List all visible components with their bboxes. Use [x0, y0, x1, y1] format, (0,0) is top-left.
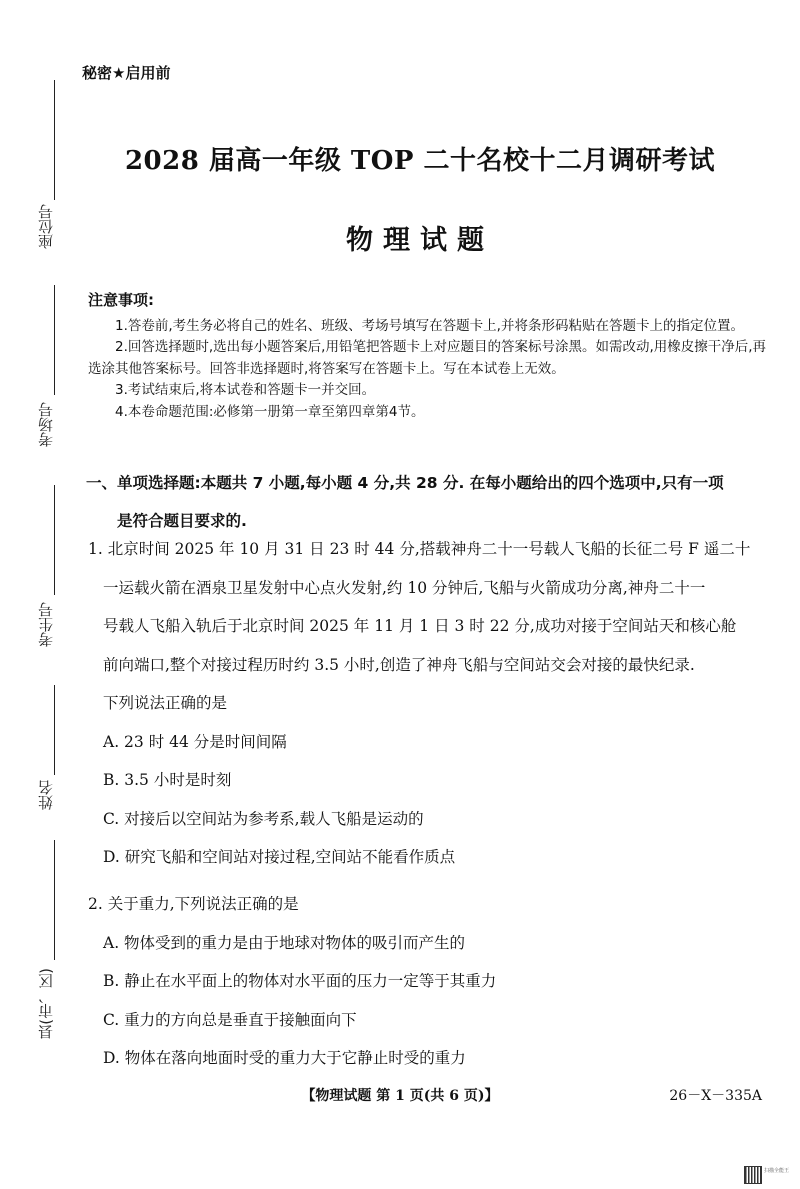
question-1	[88, 530, 768, 877]
section-heading-line: 是符合题目要求的.	[117, 512, 247, 530]
question-stem-line: 1. 北京时间 2025 年 10 月 31 日 23 时 44 分,搭载神舟二十一号载人飞船的长征二号 F 遥二十	[88, 540, 751, 558]
section-heading-line: 一、单项选择题:本题共 7 小题,每小题 4 分,共 28 分. 在每小题给出的四个选项中,只有一项	[86, 474, 724, 492]
binding-line	[54, 685, 55, 775]
option-a: A. 物体受到的重力是由于地球对物体的吸引而产生的	[103, 933, 466, 952]
notice-item: 1.答卷前,考生务必将自己的姓名、班级、考场号填写在答题卡上,并将条形码粘贴在答题卡上的指定位置。	[115, 317, 744, 334]
notice-item: 4.本卷命题范围:必修第一册第一章至第四章第4节。	[115, 403, 425, 420]
section-heading	[86, 464, 776, 540]
binding-line	[54, 485, 55, 595]
binding-line	[54, 80, 55, 200]
county-label: 县(市、区)	[37, 968, 55, 1040]
option-c: C. 重力的方向总是垂直于接触面向下	[103, 1010, 357, 1029]
exam-title: 2028 届高一年级 TOP 二十名校十二月调研考试	[124, 146, 716, 176]
paper-code: 26－X－335A	[669, 1088, 762, 1104]
option-d: D. 物体在落向地面时受的重力大于它静止时受的重力	[103, 1049, 466, 1067]
question-stem-line: 一运载火箭在酒泉卫星发射中心点火发射,约 10 分钟后,飞船与火箭成功分离,神舟二十一	[103, 578, 706, 597]
name-label: 姓名	[37, 780, 55, 810]
notice-item: 3.考试结束后,将本试卷和答题卡一并交回。	[115, 382, 376, 398]
qr-code-icon	[744, 1166, 762, 1184]
binding-margin	[0, 80, 70, 1090]
option-b: B. 静止在水平面上的物体对水平面的压力一定等于其重力	[103, 972, 497, 990]
binding-line	[54, 840, 55, 960]
scanner-watermark: 扫描全能王	[764, 1168, 790, 1174]
binding-line	[54, 285, 55, 395]
option-a: A. 23 时 44 分是时间间隔	[103, 732, 287, 751]
question-2	[88, 885, 768, 1078]
page-number: 【物理试题 第 1 页(共 6 页)】	[301, 1088, 499, 1104]
seat-number-label: 座位号	[37, 204, 55, 249]
question-stem-line: 前向端口,整个对接过程历时约 3.5 小时,创造了神舟飞船与空间站交会对接的最快纪录.	[103, 655, 695, 674]
option-b: B. 3.5 小时是时刻	[103, 771, 232, 789]
option-d: D. 研究飞船和空间站对接过程,空间站不能看作质点	[103, 848, 456, 866]
question-stem-line: 号载人飞船入轨后于北京时间 2025 年 11 月 1 日 3 时 22 分,成功对接于空间站天和核心舱	[103, 617, 737, 635]
question-stem-line: 下列说法正确的是	[103, 694, 228, 712]
exam-room-label: 考场号	[37, 402, 55, 447]
subject-title: 物理试题	[346, 225, 494, 256]
notice-heading: 注意事项:	[88, 291, 154, 309]
question-stem: 2. 关于重力,下列说法正确的是	[88, 895, 299, 913]
option-c: C. 对接后以空间站为参考系,载人飞船是运动的	[103, 809, 424, 828]
student-number-label: 考生号	[37, 602, 55, 647]
secret-mark: 秘密★启用前	[82, 64, 171, 82]
notice-block	[88, 290, 768, 423]
notice-item: 2.回答选择题时,选出每小题答案后,用铅笔把答题卡上对应题目的答案标号涂黑。如需改动,用橡皮擦干净后,再选涂其他答案标号。回答非选择题时,将答案写在答题卡上。写在本试卷上无效。	[88, 339, 767, 377]
